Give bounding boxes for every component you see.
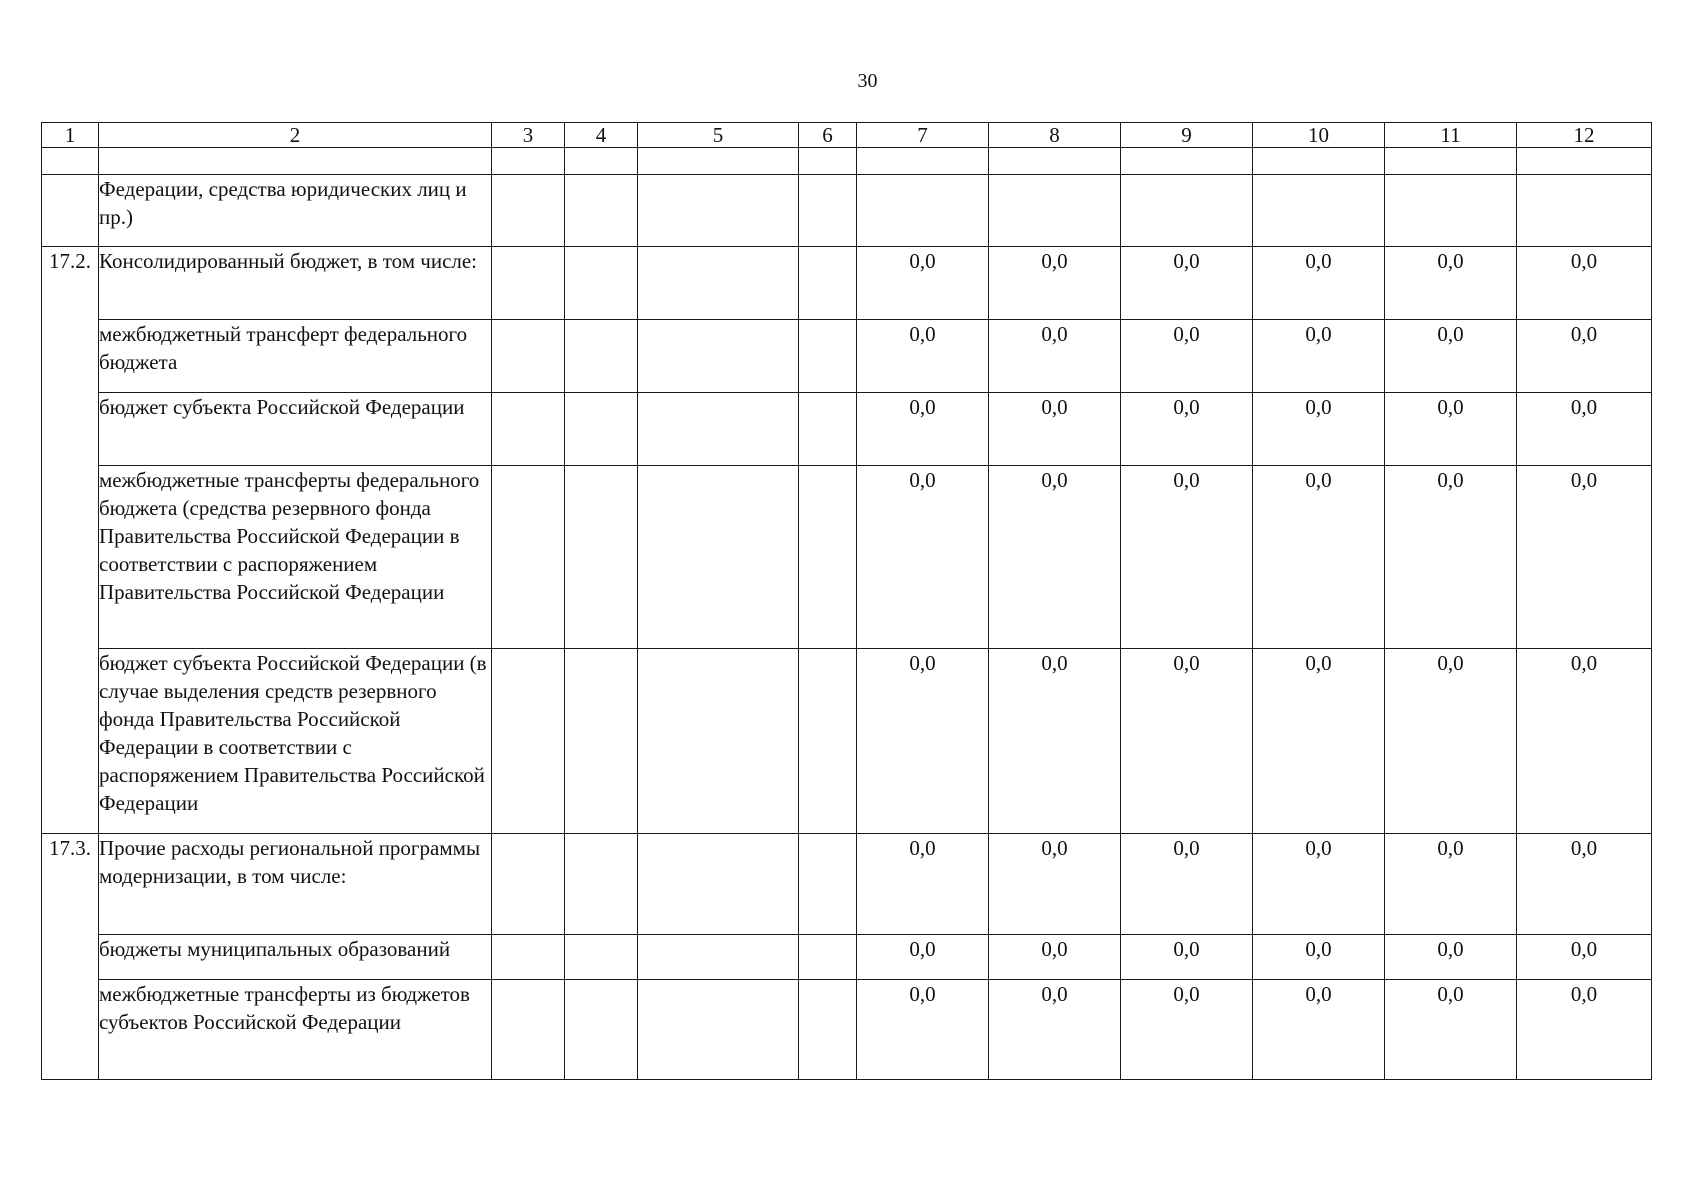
cell-value: 0,0 xyxy=(989,935,1121,980)
column-header: 12 xyxy=(1517,123,1652,148)
cell-value: 0,0 xyxy=(989,247,1121,320)
cell-value: 0,0 xyxy=(989,649,1121,834)
cell-value: 0,0 xyxy=(1121,980,1253,1080)
cell-value: 0,0 xyxy=(1517,247,1652,320)
row-number: 17.2. xyxy=(42,247,99,834)
column-header: 9 xyxy=(1121,123,1253,148)
budget-table xyxy=(41,122,1652,1080)
column-header: 4 xyxy=(565,123,638,148)
column-header: 2 xyxy=(99,123,492,148)
row-name: межбюджетный трансферт федерального бюджета xyxy=(99,320,492,393)
page-number: 30 xyxy=(857,70,878,92)
row-name: межбюджетные трансферты федерального бюджета (средства резервного фонда Правительства Российской Федерации в соответствии с распоряжением Правительства Российской Федерации xyxy=(99,466,492,649)
cell-value: 0,0 xyxy=(1121,393,1253,466)
cell-value xyxy=(1517,175,1652,247)
cell-value xyxy=(857,175,989,247)
row-number: 17.3. xyxy=(42,834,99,1080)
table-row xyxy=(42,935,1652,980)
cell-value: 0,0 xyxy=(857,466,989,649)
table-row xyxy=(42,175,1652,247)
cell-value: 0,0 xyxy=(1253,320,1385,393)
cell-value: 0,0 xyxy=(989,980,1121,1080)
cell-value: 0,0 xyxy=(1385,649,1517,834)
cell-value xyxy=(1253,175,1385,247)
row-name: бюджеты муниципальных образований xyxy=(99,935,492,980)
cell-value xyxy=(1121,175,1253,247)
row-name: межбюджетные трансферты из бюджетов субъектов Российской Федерации xyxy=(99,980,492,1080)
cell-value: 0,0 xyxy=(857,834,989,935)
column-header: 5 xyxy=(638,123,799,148)
cell-value: 0,0 xyxy=(857,935,989,980)
column-header: 11 xyxy=(1385,123,1517,148)
cell-value: 0,0 xyxy=(1121,320,1253,393)
empty-row xyxy=(42,148,1652,175)
table-row xyxy=(42,320,1652,393)
row-name: Прочие расходы региональной программы модернизации, в том числе: xyxy=(99,834,492,935)
cell-value: 0,0 xyxy=(1121,247,1253,320)
cell-value: 0,0 xyxy=(1517,466,1652,649)
column-header: 6 xyxy=(799,123,857,148)
cell-value: 0,0 xyxy=(1385,247,1517,320)
cell-value: 0,0 xyxy=(857,247,989,320)
cell-value: 0,0 xyxy=(1517,935,1652,980)
cell-value: 0,0 xyxy=(1121,834,1253,935)
table-row xyxy=(42,980,1652,1080)
header-row xyxy=(42,123,1652,148)
cell-value: 0,0 xyxy=(1253,935,1385,980)
cell-value xyxy=(1385,175,1517,247)
cell-value: 0,0 xyxy=(857,393,989,466)
row-name: Консолидированный бюджет, в том числе: xyxy=(99,247,492,320)
cell-value: 0,0 xyxy=(1121,935,1253,980)
column-header: 1 xyxy=(42,123,99,148)
column-header: 8 xyxy=(989,123,1121,148)
cell-value: 0,0 xyxy=(989,466,1121,649)
cell-value: 0,0 xyxy=(1385,935,1517,980)
column-header: 10 xyxy=(1253,123,1385,148)
cell-value: 0,0 xyxy=(1517,320,1652,393)
cell-value: 0,0 xyxy=(1253,980,1385,1080)
cell-value: 0,0 xyxy=(1253,247,1385,320)
cell-value: 0,0 xyxy=(1253,649,1385,834)
row-name: бюджет субъекта Российской Федерации xyxy=(99,393,492,466)
cell-value: 0,0 xyxy=(1517,649,1652,834)
cell-value: 0,0 xyxy=(1385,320,1517,393)
cell-value xyxy=(989,175,1121,247)
cell-value: 0,0 xyxy=(1517,393,1652,466)
cell-value: 0,0 xyxy=(857,649,989,834)
column-header: 7 xyxy=(857,123,989,148)
table-row xyxy=(42,466,1652,649)
cell-value: 0,0 xyxy=(857,980,989,1080)
table-row xyxy=(42,247,1652,320)
cell-value: 0,0 xyxy=(1253,393,1385,466)
row-name: бюджет субъекта Российской Федерации (в случае выделения средств резервного фонда Правительства Российской Федерации в соответствии с распоряжением Правительства Российской Федерации xyxy=(99,649,492,834)
cell-value: 0,0 xyxy=(989,320,1121,393)
table-row xyxy=(42,393,1652,466)
cell-value: 0,0 xyxy=(1385,834,1517,935)
cell-value: 0,0 xyxy=(1517,980,1652,1080)
cell-value: 0,0 xyxy=(857,320,989,393)
cell-value: 0,0 xyxy=(1121,466,1253,649)
cell-value: 0,0 xyxy=(989,834,1121,935)
cell-value: 0,0 xyxy=(1517,834,1652,935)
cell-value: 0,0 xyxy=(1385,393,1517,466)
column-header: 3 xyxy=(492,123,565,148)
row-name: Федерации, средства юридических лиц и пр.) xyxy=(99,175,492,247)
cell-value: 0,0 xyxy=(1253,834,1385,935)
cell-value: 0,0 xyxy=(1385,980,1517,1080)
row-number xyxy=(42,175,99,247)
table-row xyxy=(42,649,1652,834)
cell-value: 0,0 xyxy=(1121,649,1253,834)
table-row xyxy=(42,834,1652,935)
cell-value: 0,0 xyxy=(1253,466,1385,649)
cell-value: 0,0 xyxy=(989,393,1121,466)
cell-value: 0,0 xyxy=(1385,466,1517,649)
